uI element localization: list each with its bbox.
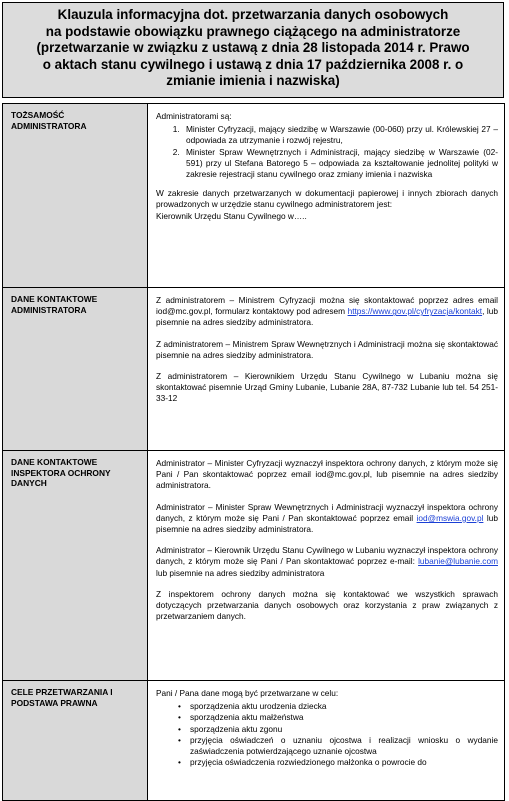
row-identity — [3, 104, 505, 288]
content-identity — [148, 104, 505, 288]
contact-p1-text: Z administratorem – Ministrem Cyfryzacji można się skontaktować poprzez adres email iod@mc.gov.pl, formularz kontaktowy pod adresem — [156, 295, 498, 317]
info-table — [2, 103, 505, 801]
label-contact: DANE KONTAKTOWE ADMINISTRATORA — [3, 288, 148, 451]
administrators-list — [156, 124, 498, 180]
contact-paragraph-2: Z administratorem – Ministrem Spraw Wewnętrznych i Administracji można się skontaktować pisemnie na adres siedziby administratora. — [156, 338, 498, 360]
title-line: (przetwarzanie w związku z ustawą z dnia 28 listopada 2014 r. Prawo — [36, 40, 470, 56]
bullet-icon: • — [178, 757, 181, 768]
bullet-icon: • — [178, 701, 181, 712]
title-line: na podstawie obowiązku prawnego ciążącego na administratorze — [45, 23, 461, 39]
title-line: Klauzula informacyjna dot. przetwarzania danych osobowych — [57, 7, 449, 22]
contact-p1-tail: , lub pisemnie na adres siedziby administratora. — [156, 306, 498, 328]
row-purpose — [3, 681, 505, 801]
purpose-item: • sporządzenia aktu urodzenia dziecka — [178, 701, 327, 712]
iod-p2-text: Administrator – Minister Spraw Wewnętrznych i Administracji wyznaczył inspektora ochrony danych, z którym może się Pani / Pan skontaktować poprzez email — [156, 501, 498, 523]
iod-mswia-email-link[interactable]: iod@mswia.gov.pl — [416, 512, 484, 523]
title-line: o aktach stanu cywilnego i ustawą z dnia 17 października 2008 r. o — [42, 56, 464, 72]
iod-p3-tail: lub pisemnie na adres siedziby administratora — [156, 567, 325, 578]
bullet-icon: • — [178, 734, 181, 745]
title-line: zmianie imienia i nazwiska) — [166, 73, 340, 89]
iod-paragraph-2 — [156, 502, 498, 536]
identity-paragraph: W zakresie danych przetwarzanych w dokumentacji papierowej i innych zbiorach danych prowadzonych w urzędzie stanu cywilnego administratorem jest: — [156, 188, 498, 210]
purpose-item: • przyjęcia oświadczeń o uznaniu ojcostwa i realizacji wniosku o wydanie zaświadczenia potwierdzającego uznanie ojcostwa — [178, 734, 498, 757]
identity-last-line: Kierownik Urzędu Stanu Cywilnego w….. — [156, 210, 307, 221]
identity-intro: Administratorami są: — [156, 111, 232, 121]
purpose-intro: Pani / Pana dane mogą być przetwarzane w celu: — [156, 688, 339, 698]
iod-paragraph-1: Administrator – Minister Cyfryzacji wyznaczył inspektora ochrony danych, z którym może się Pani / Pan skontaktować poprzez email iod@mc.gov.pl, lub pisemnie na adres siedziby administratora. — [156, 458, 498, 491]
purpose-item: • przyjęcia oświadczenia rozwiedzionego małżonka o powrocie do — [178, 757, 427, 768]
content-iod — [148, 451, 505, 681]
content-purpose — [148, 681, 505, 801]
purpose-item: • sporządzenia aktu zgonu — [178, 723, 283, 734]
label-purpose: CELE PRZETWARZANIA I PODSTAWA PRAWNA — [3, 681, 148, 801]
iod-p3-text: Administrator – Kierownik Urzędu Stanu Cywilnego w Lubaniu wyznaczył inspektora ochrony danych, z którym może się Pani / Pan skontaktować poprzez e-mail: — [156, 545, 498, 567]
content-contact — [148, 288, 505, 451]
iod-p2-tail: lub pisemnie na adres siedziby administratora. — [156, 512, 498, 535]
label-identity: TOŻSAMOŚĆ ADMINISTRATORA — [3, 104, 148, 288]
contact-paragraph-1 — [156, 295, 498, 329]
label-iod: DANE KONTAKTOWE INSPEKTORA OCHRONY DANYCH — [3, 451, 148, 681]
purpose-list — [156, 701, 498, 768]
document-title — [2, 2, 504, 98]
contact-form-link[interactable]: https://www.gov.pl/cyfryzacja/kontakt — [347, 306, 483, 317]
iod-paragraph-3 — [156, 545, 498, 579]
iod-paragraph-4: Z inspektorem ochrony danych można się kontaktować we wszystkich sprawach dotyczących przetwarzania danych osobowych oraz korzystania z praw związanych z przetwarzaniem danych. — [156, 588, 498, 622]
bullet-icon: • — [178, 723, 181, 734]
purpose-item: • sporządzenia aktu małżeństwa — [178, 712, 304, 723]
administrator-item: 1. Minister Cyfryzacji, mający siedzibę w Warszawie (00-060) przy ul. Królewskiej 27 – odpowiada za utrzymanie i rozwój rejestru, — [182, 124, 498, 146]
contact-paragraph-3: Z administratorem – Kierownikiem Urzędu Stanu Cywilnego w Lubaniu można się skontaktować pisemnie Urząd Gminy Lubanie, Lubanie 28A, 87-732 Lubanie lub tel. 54 251-33-12 — [156, 371, 498, 404]
iod-lubanie-email-link[interactable]: lubanie@lubanie.com — [418, 556, 498, 567]
bullet-icon: • — [178, 712, 181, 723]
row-iod — [3, 451, 505, 681]
row-contact — [3, 288, 505, 451]
administrator-item: 2. Minister Spraw Wewnętrznych i Administracji, mający siedzibę w Warszawie (02-591) przy ul Stefana Batorego 5 – odpowiada za kształtowanie jednolitej polityki w zakresie rejestracji stanu cywilnego oraz zmiany imienia i nazwiska — [182, 147, 498, 181]
